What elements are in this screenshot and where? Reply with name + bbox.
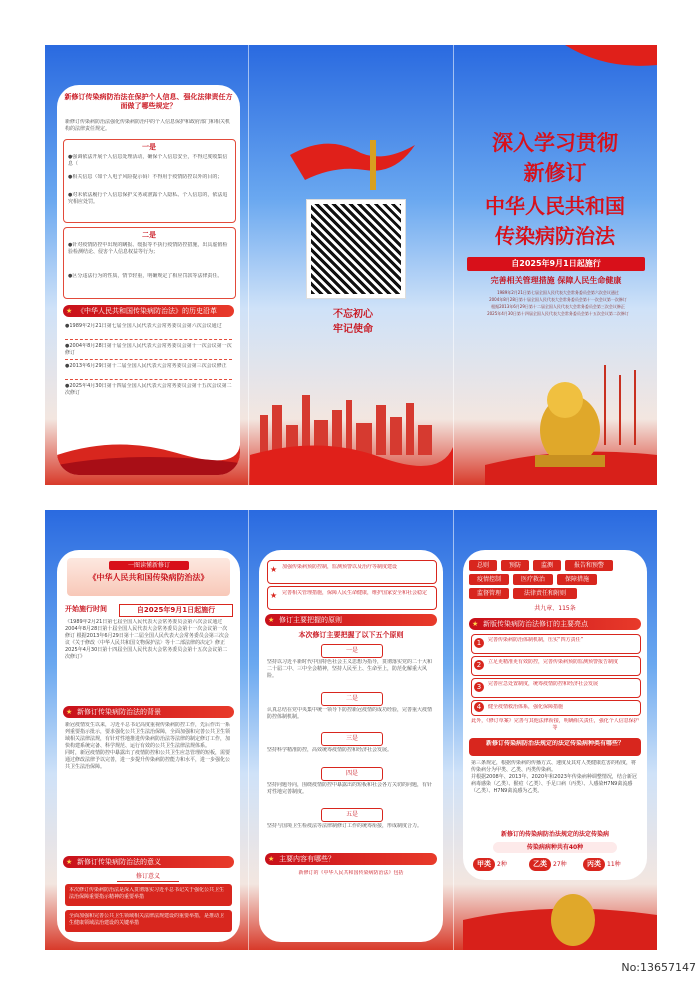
highlight-text: 立足更精准更有效防控，完善传染病预防监测预警报告制度: [488, 659, 619, 665]
chapter-tag: 疫情控制: [469, 574, 509, 585]
highlight-text: 健全疫情救治体系，强化保障措施: [488, 704, 564, 710]
start-text: 《1989年2月21日第七届全国人民代表大会常务委员会第六次会议通过 2004年8月28日第十届全国人民代表大会常务委员会第十一次会议第一次修订 根据2013年6月29日第十二届全国人民代表大会常务委员会第三次会议《关于修改〈中华人民共和国文物保护法〉等十二部法律的决定》修正 2025年4月30日第十四届全国人民代表大会常务委员会第十五次会议第二次修订》: [65, 619, 229, 660]
motto-line: 不忘初心: [333, 309, 373, 319]
watermark-id: No:13657147: [621, 961, 696, 974]
city-skyline-graphic: [57, 415, 240, 475]
chapter-tag: 法律责任和附则: [513, 588, 577, 599]
brochure-inside: [45, 510, 657, 950]
history-item: ●2004年8月28日第十届全国人民代表大会常务委员会第十一次会议第一次修订: [65, 343, 232, 360]
cover-small-line: 2025年4月30日第十四届全国人民代表大会常务委员会第十五次会议第二次修订: [487, 311, 629, 316]
banner-title: 《中华人民共和国传染病防治法》: [88, 573, 209, 582]
section-line: ●相关信息（如个人电子风险提示码）不得用于疫情防控以外的目的；: [68, 174, 223, 180]
golden-lion-graphic: [485, 355, 657, 485]
chapter-tag: 报告和预警: [565, 560, 613, 571]
motto-line: 牢记使命: [333, 324, 373, 334]
principle-label: 二是: [321, 692, 383, 706]
cover-title: 中华人民共和国: [485, 194, 625, 216]
significance-item-text: 本次修订传染病防治法是深入贯彻落实习近平总书记关于强化公共卫生法治保障重要指示精神的重要举措: [69, 887, 225, 900]
brochure-outside: [45, 45, 657, 485]
inside-right-card: [463, 550, 647, 880]
chapter-grid: [469, 560, 641, 600]
history-item: ●2013年6月29日第十二届全国人民代表大会常务委员会第三次会议修正: [65, 363, 232, 380]
chapter-tag: 监督管理: [469, 588, 509, 599]
class-row: [473, 857, 637, 873]
class-name: 乙类: [529, 858, 551, 871]
golden-lion-graphic: [463, 880, 657, 950]
principle-label: 三是: [321, 732, 383, 746]
number-badge: 4: [474, 702, 484, 712]
classes-title-bar: [469, 738, 641, 756]
cover-title: 新修订: [523, 160, 587, 183]
significance-item: [65, 910, 232, 932]
red-flag-graphic: [285, 135, 425, 195]
number-badge: 2: [474, 660, 484, 670]
section-title: 一是: [142, 143, 156, 151]
inside-middle-card: [259, 550, 443, 942]
fold-line: [453, 510, 454, 950]
section-line: ●针对疫情防控中出现的瞒报、缓报等不执行疫情防控措施，出具虚假检验检测结论、侵害个人信息权益等行为；: [68, 242, 228, 255]
highlight-text: 完善传染病防治体制机制，压实“四方责任”: [488, 637, 584, 643]
principle-text: 坚持与国境卫生检疫法等法律制修订工作的统筹衔接，形成制度合力。: [267, 823, 423, 829]
section-line: ●对未依法履行个人信息保护义务或泄露个人隐私、个人信息的，依法追究相应处罚。: [68, 192, 228, 205]
highlight-item: [471, 700, 641, 716]
principle-text: 坚持问题导向，围绕疫情防控中暴露出的短板和社会各方关切的问题，有针对性地完善制度。: [267, 782, 433, 795]
date-banner: 自2025年9月1日起施行: [467, 257, 645, 271]
red-ribbon-graphic: [545, 45, 657, 95]
section-title: 二是: [142, 231, 156, 239]
panel-heading: 新修订传染病防治法在保护个人信息、强化法律责任方面做了哪些规定？: [64, 93, 233, 110]
legal-title: 新修订的传染病防治法规定的法定传染病: [500, 831, 609, 838]
principle-sub: 本次修订主要把握了以下五个原则: [298, 631, 404, 639]
cover-small-line: 1989年2月21日第七届全国人民代表大会常务委员会第六次会议通过: [497, 290, 619, 295]
cover-small-line: 根据2013年6月29日第十二届全国人民代表大会常务委员会第三次会议修正: [491, 304, 625, 309]
history-item: ●1989年2月21日第七届全国人民代表大会常务委员会第六次会议通过: [65, 323, 232, 340]
star-icon: ★: [270, 565, 278, 574]
number-badge: 3: [474, 682, 484, 692]
section-title-bar: ★ 修订主要把握的原则: [265, 614, 437, 626]
highlight-item: [471, 634, 641, 654]
classes-title: 新修订传染病防治法规定的法定传染病种类有哪些？: [485, 740, 624, 747]
principle-label: 四是: [321, 767, 383, 781]
principle-text: 坚持以习近平新时代中国特色社会主义思想为指导，贯彻落实党的二十大和二十届二中、三中全会精神，坚持人民至上、生命至上，防范化解重大风险。: [267, 659, 433, 679]
principle-label: 五是: [321, 808, 383, 822]
section-box: [63, 227, 236, 299]
goal-item-text: 完善相关管理措施，保障人民生命健康，维护国家安全和社会稳定: [282, 590, 428, 596]
section-line: ●强调依法开展个人信息处理活动，确保个人信息安全，不得过度收集信息（: [68, 154, 228, 167]
class-count: 11种: [607, 861, 621, 868]
banner-small: 一图读懂新修订: [109, 561, 189, 570]
fold-line: [248, 45, 249, 485]
chapter-tag: 总则: [469, 560, 497, 571]
left-panel-card: [57, 85, 240, 475]
inside-left-card: [57, 550, 240, 942]
cover-title: 传染病防治法: [495, 224, 615, 246]
goal-item-text: 加强传染病预防控制，监测预警以及治疗等制度建设: [282, 564, 398, 570]
content-sub: 新修订的《中华人民共和国传染病防治法》包括: [298, 870, 404, 876]
goal-item: [267, 560, 437, 584]
section-title-bar: ★ 新修订传染病防治法的背景: [63, 706, 234, 718]
classes-text: 第三条规定，根据传染病的传播方式、速度及其对人类健康危害的程度，将传染病分为甲类、乙类、丙类传染病。 并根据2008年、2013年、2020年和2023年传染病种调整情况，结合新冠病毒感染（乙类）、猴痘（乙类）、手足口病（丙类）、人感染H7N9禽流感（乙类）、H7N9禽流感为乙类。: [471, 760, 637, 794]
principle-text: 认真总结在党中央集中统一领导下防控新冠疫情的成功经验，完善重大疫情防控体制机制。: [267, 707, 433, 720]
qr-code-placeholder: [307, 200, 405, 298]
class-name: 甲类: [473, 858, 495, 871]
history-title: ★ 《中华人民共和国传染病防治法》的历史沿革: [63, 305, 234, 317]
section-title-bar: ★ 新修订传染病防治法的意义: [63, 856, 234, 868]
city-skyline-graphic: [250, 375, 453, 485]
principle-text: 坚持科学精准防控，高效统筹疫情防控和经济社会发展。: [267, 747, 393, 753]
cover-title: 深入学习贯彻: [492, 130, 618, 153]
background-text: 新冠疫情发生以来，习近平总书记高度重视传染病防控工作，先后作出一系列重要指示批示，要求强化公共卫生法治保障，全面加强和完善公共卫生领域相关法律法规，有针对性地推进传染病防治法等法律的制定修订工作，加快构建系统完备、科学规范、运行有效的公共卫生法律法规体系。 同时，新冠疫情防控中暴露出了疫情防控和公共卫生应急管理的短板，需要通过修改法律予以完善，进一步提升传染病防控能力和水平，进一步强化公共卫生法治保障。: [65, 722, 231, 770]
section-title-bar: ★ 主要内容有哪些？: [265, 853, 437, 865]
chapter-tag: 预防: [501, 560, 529, 571]
highlight-text: 完善应急处置制度，统筹疫情防控和经济社会发展: [488, 681, 599, 687]
highlight-item: [471, 656, 641, 676]
cover-small-line: 2004年8月28日第十届全国人民代表大会常务委员会第十一次会议第一次修订: [489, 297, 627, 302]
fold-line: [453, 45, 454, 485]
total-count: 传染病病种共有40种: [493, 842, 617, 853]
highlight-item: [471, 678, 641, 698]
chapter-tag: 医疗救治: [513, 574, 553, 585]
cover-slogan: 完善相关管理措施 保障人民生命健康: [490, 276, 622, 285]
goal-item: [267, 586, 437, 610]
significance-item: [65, 884, 232, 906]
fold-line: [248, 510, 249, 950]
start-date: 自2025年9月1日起施行: [119, 604, 233, 617]
significance-sub: 修订意义: [117, 872, 179, 882]
history-item: ●2025年4月30日第十四届全国人民代表大会常务委员会第十五次会议第二次修订: [65, 383, 232, 396]
section-line: ●区分违法行为的性质，情节轻重，明确规定了相应罚款等法律责任。: [68, 273, 223, 279]
highlight-note: 此外，《修订草案》完善与其他法律衔接，明确相关责任，强化个人信息保护等: [471, 718, 639, 731]
chapter-tag: 监测: [533, 560, 561, 571]
section-box: [63, 139, 236, 223]
star-icon: ★: [270, 591, 278, 600]
start-label: 开始施行时间: [65, 605, 107, 613]
number-badge: 1: [474, 638, 484, 648]
chapter-count: 共九章、115条: [534, 605, 576, 612]
class-count: 2种: [497, 861, 507, 868]
section-title-bar: ★ 新版传染病防治法修订的主要亮点: [469, 618, 641, 630]
class-name: 丙类: [583, 858, 605, 871]
class-count: 27种: [553, 861, 567, 868]
chapter-tag: 保障措施: [557, 574, 597, 585]
principle-label: 一是: [321, 644, 383, 658]
significance-item-text: 全面加强和完善公共卫生领域相关法律法规建设的重要举措，是推动卫生健康领域法治建设的关键举措: [69, 913, 225, 926]
intro-text: 新修订传染病防治法强化传染病防治中的个人信息保护和政府部门和相关机构的法律责任规定。: [65, 119, 231, 132]
